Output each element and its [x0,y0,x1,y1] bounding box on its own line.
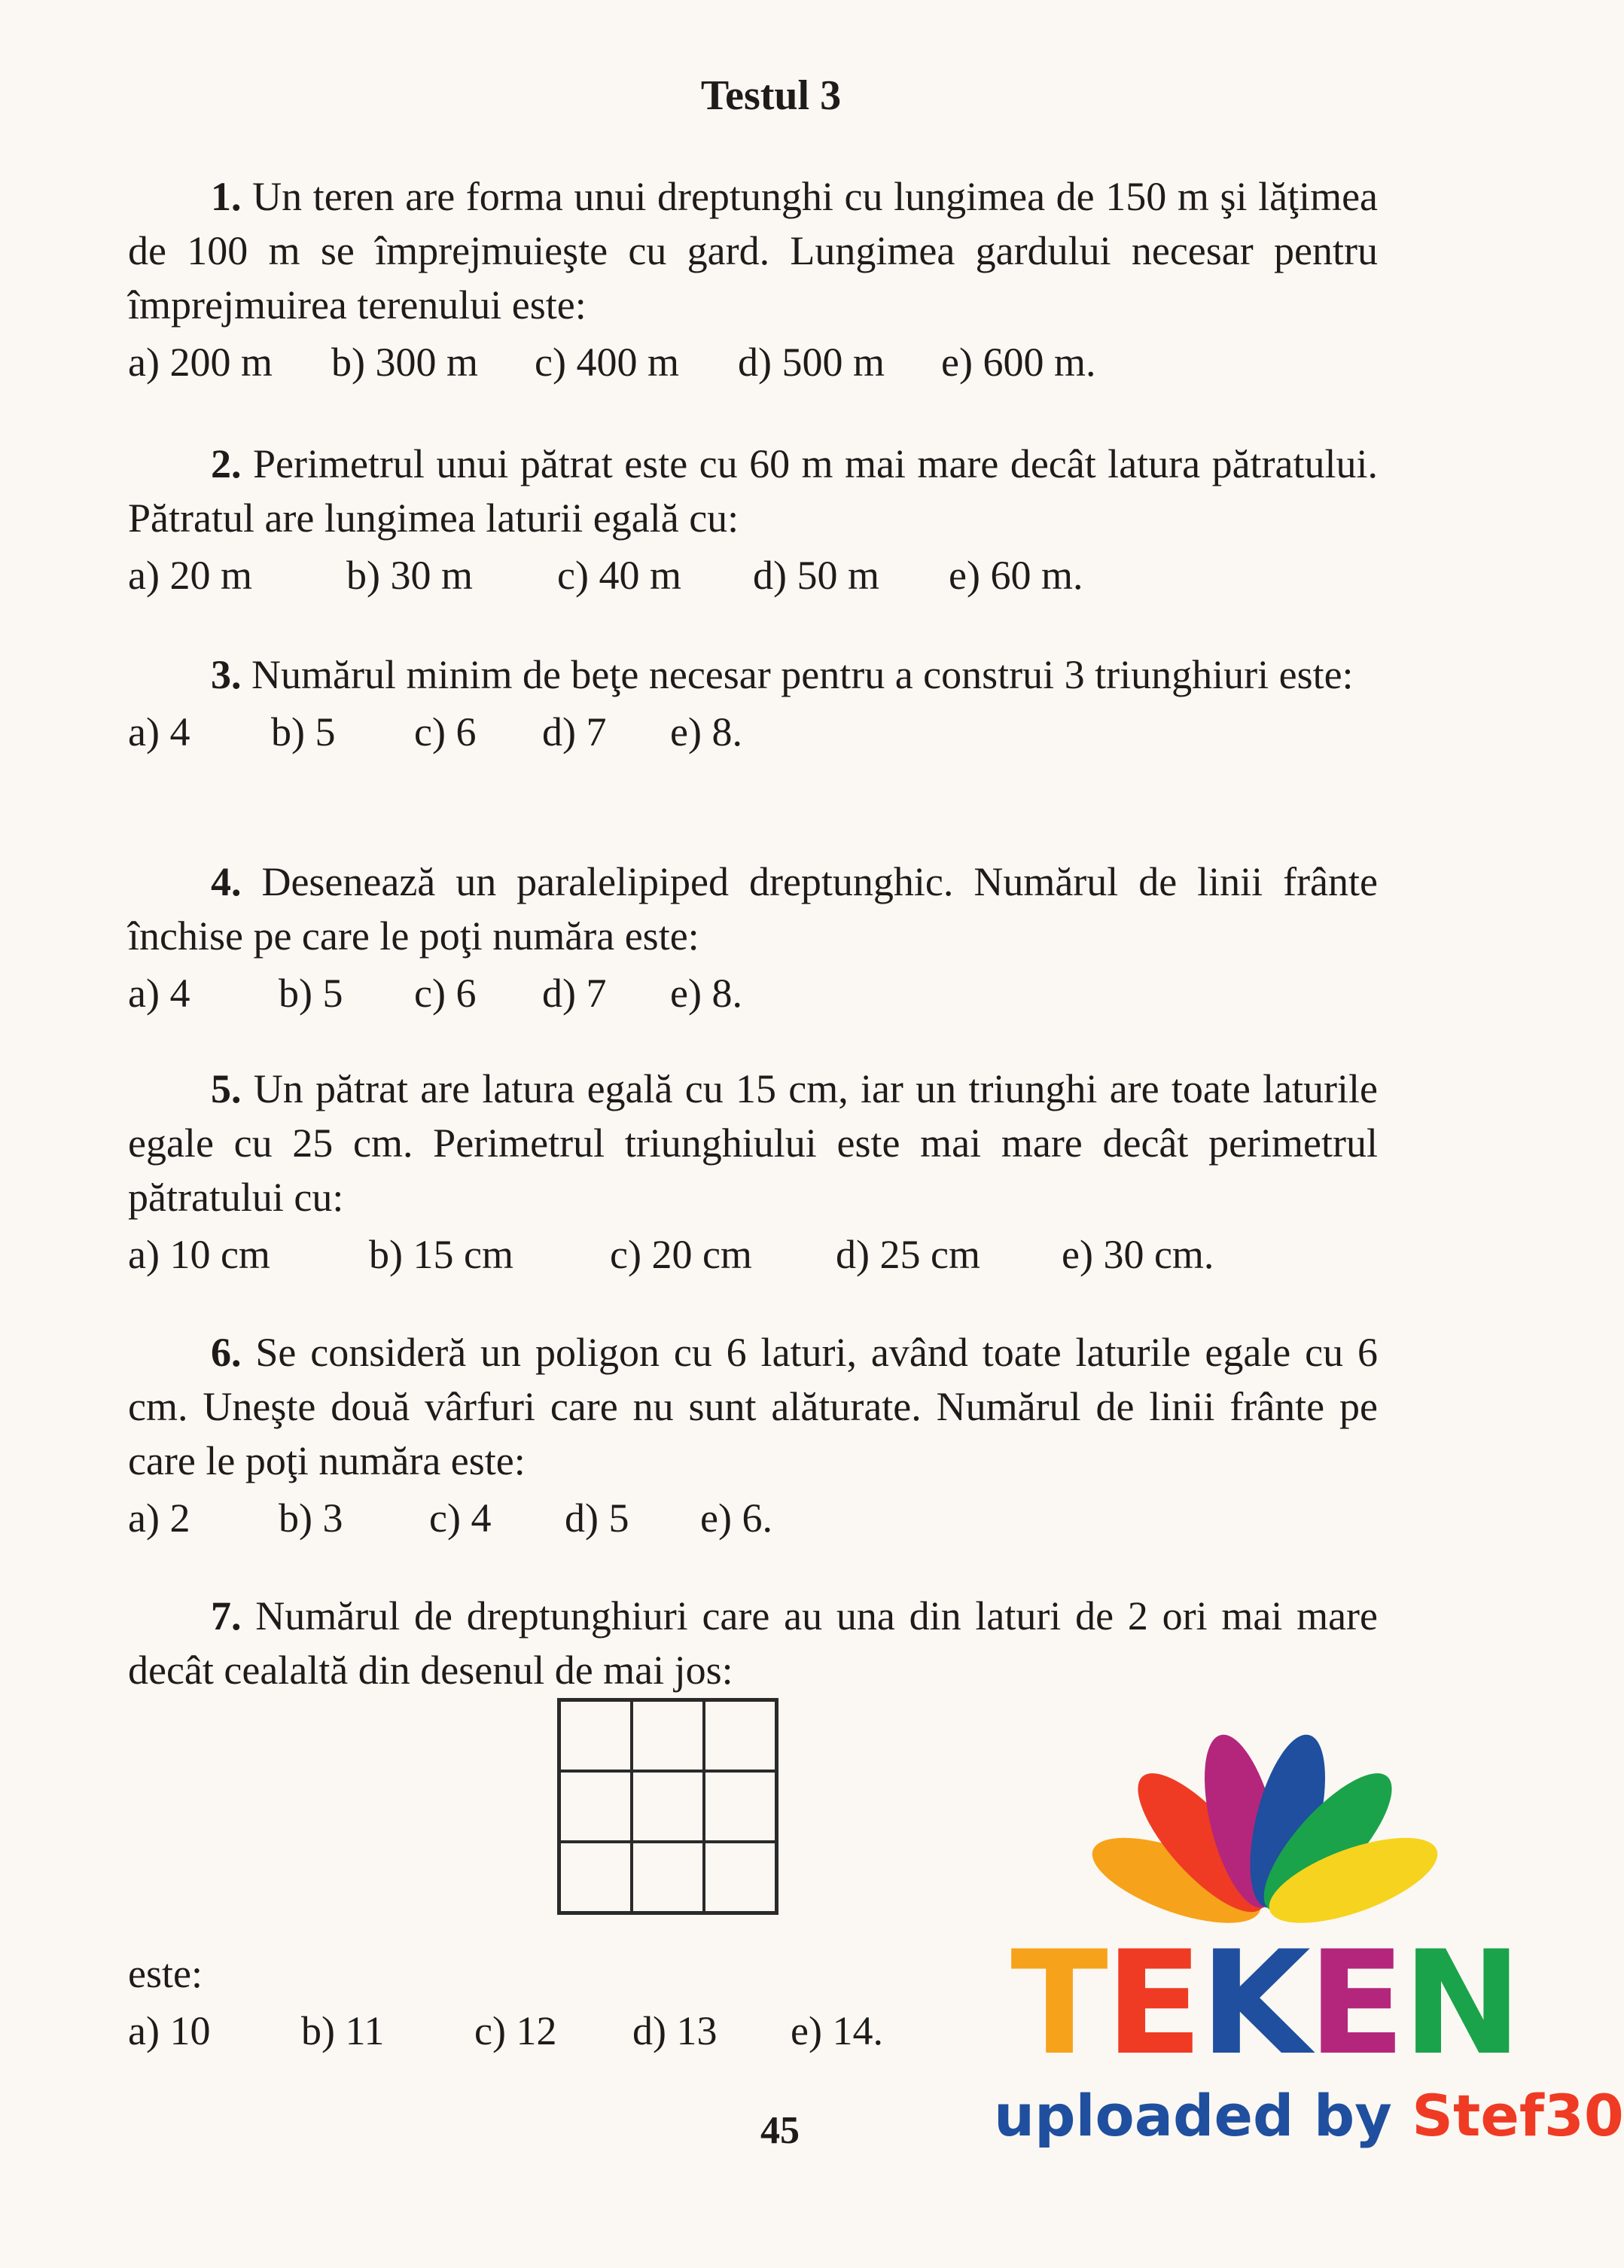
problem-number: 7. [211,1593,242,1639]
problem-4 [128,855,1378,1020]
option-d: d) 5 [565,1495,629,1541]
option-d: d) 500 m [738,340,885,385]
option-c: c) 40 m [557,553,681,598]
option-d: d) 7 [542,709,607,754]
option-e: e) 600 m. [941,340,1096,385]
grid-cell [704,1842,776,1913]
problem-6 [128,1325,1378,1545]
grid-cell [559,1842,632,1913]
option-c: c) 20 cm [610,1232,752,1277]
problem-text: Un pătrat are latura egală cu 15 cm, iar un triunghi are toate laturile egale cu 25 cm. Perimetrul triunghiului este mai mare decât perimetrul pătratului cu: [128,1066,1379,1220]
problem-text: Numărul minim de beţe necesar pentru a construi 3 triunghiuri este: [251,652,1354,697]
problem-3 [128,648,1378,759]
rectangle-grid-figure [557,1698,778,1915]
grid-cell [559,1771,632,1842]
grid-cell [559,1700,632,1771]
option-a: a) 200 m [128,340,273,385]
answer-options [128,548,1378,602]
option-e: e) 30 cm. [1062,1232,1214,1277]
option-e: e) 8. [670,709,742,754]
answer-options [128,2004,994,2058]
watermark-logo [994,1694,1624,2149]
option-b: b) 15 cm [369,1232,513,1277]
problem-text: Perimetrul unui pătrat este cu 60 m mai mare decât latura pătratului. Pătratul are lungimea laturii egală cu: [128,441,1379,541]
option-c: c) 400 m [535,340,679,385]
problem-2 [128,437,1378,602]
option-b: b) 3 [279,1495,343,1541]
option-a: a) 2 [128,1495,190,1541]
option-c: c) 4 [429,1495,492,1541]
problem-text: Un teren are forma unui dreptunghi cu lungimea de 150 m şi lăţimea de 100 m se împrejmuieşte cu gard. Lungimea gardului necesar pentru împrejmuirea terenului este: [128,174,1379,328]
option-b: b) 5 [271,709,336,754]
option-a: a) 20 m [128,553,252,598]
answer-options [128,1491,1378,1545]
page-number: 45 [760,2109,800,2152]
option-e: e) 14. [791,2008,883,2053]
option-b: b) 30 m [346,553,473,598]
page-title: Testul 3 [700,72,842,119]
option-a: a) 4 [128,709,190,754]
problem-text: Desenează un paralelipiped dreptunghic. Numărul de linii frânte închise pe care le poţi număra este: [128,859,1378,959]
problem-number: 6. [211,1330,242,1375]
answer-options [128,705,1378,759]
option-b: b) 300 m [331,340,478,385]
option-e: e) 8. [670,971,742,1016]
problem-7 [128,1589,1378,1697]
problem-1 [128,169,1378,389]
option-b: b) 5 [279,971,343,1016]
grid-cell [632,1842,704,1913]
grid-cell [704,1700,776,1771]
answer-options [128,1227,1378,1282]
grid-cell [704,1771,776,1842]
problem-tail: este: [128,1951,203,1996]
watermark-brand: TEKEN [1010,1920,1519,2087]
option-e: e) 60 m. [949,553,1083,598]
option-c: c) 6 [414,709,477,754]
option-e: e) 6. [700,1495,772,1541]
option-d: d) 25 cm [836,1232,980,1277]
problem-number: 1. [211,174,242,219]
problem-number: 5. [211,1066,242,1111]
option-a: a) 4 [128,971,190,1016]
peacock-feathers-icon [1114,1694,1415,1920]
problem-7-answers [128,1946,994,2058]
option-d: d) 50 m [753,553,879,598]
answer-options [128,335,1378,389]
option-a: a) 10 [128,2008,211,2053]
answer-options [128,966,1378,1020]
option-d: d) 13 [632,2008,718,2053]
option-b: b) 11 [301,2008,385,2053]
problem-5 [128,1062,1378,1282]
option-c: c) 6 [414,971,477,1016]
option-a: a) 10 cm [128,1232,270,1277]
problem-number: 3. [211,652,242,697]
grid-cell [632,1700,704,1771]
option-c: c) 12 [474,2008,557,2053]
problem-text: Numărul de dreptunghiuri care au una din laturi de 2 ori mai mare decât cealaltă din desenul de mai jos: [128,1593,1379,1693]
problem-number: 2. [211,441,242,486]
watermark-upload-credit: uploaded by Stef30 [994,2082,1624,2149]
problem-text: Se consideră un poligon cu 6 laturi, având toate laturile egale cu 6 cm. Uneşte două vârfuri care nu sunt alăturate. Numărul de linii frânte pe care le poţi număra este: [128,1330,1378,1483]
grid-cell [632,1771,704,1842]
problem-number: 4. [211,859,242,904]
option-d: d) 7 [542,971,607,1016]
